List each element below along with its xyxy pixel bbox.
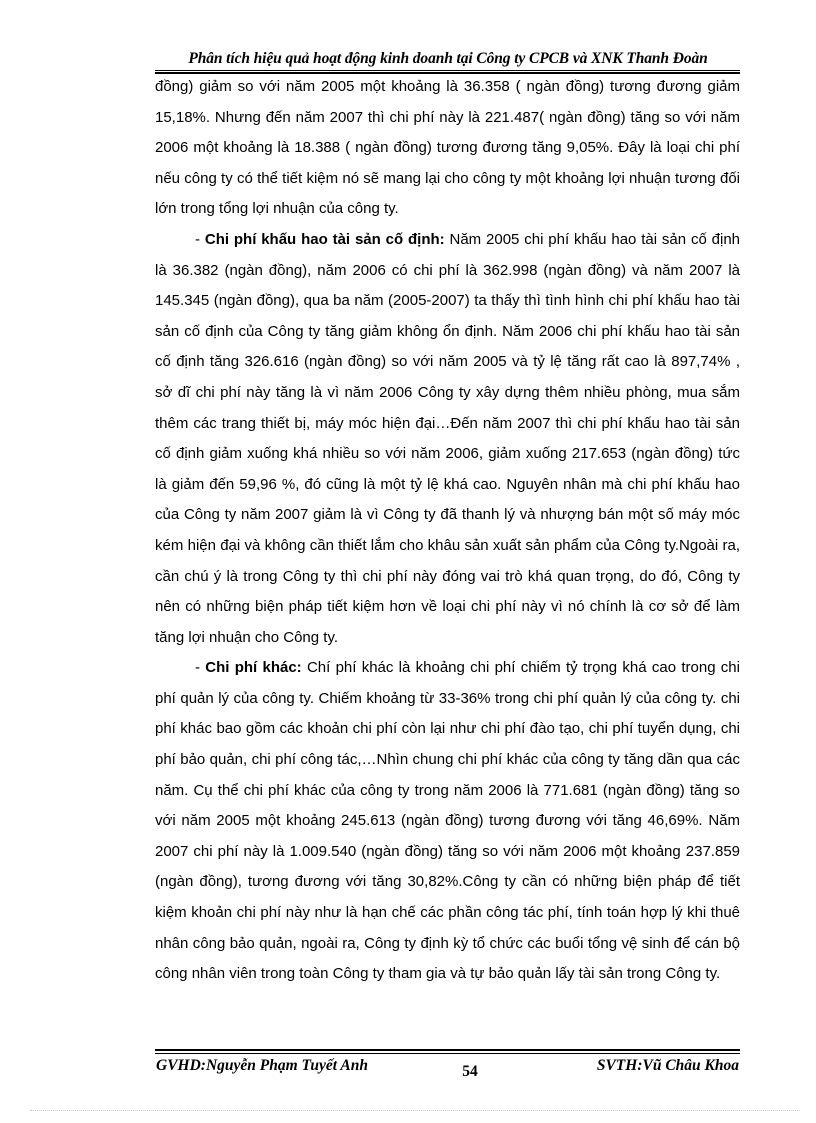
header-rule	[155, 70, 740, 71]
document-body	[155, 72, 740, 990]
other-cost-bullet: -	[195, 659, 206, 677]
footer-rule-thick	[155, 1049, 740, 1051]
depreciation-text: Năm 2005 chi phí khấu hao tài sản cố định là 36.382 (ngàn đồng), năm 2006 có chi phí là 362.998 (ngàn đồng) và năm 2007 là 145.345 (ngàn đồng), qua ba năm (2005-2007) ta thấy thì tình hình chi phí khấu hao tài sản cố định của Công ty tăng giảm không ổn định. Năm 2006 chi phí khấu hao tài sản cố định tăng 326.616 (ngàn đồng) so với năm 2005 và tỷ lệ tăng rất cao là 897,74% , sở dĩ chi phí này tăng là vì năm 2006 Công ty xây dựng thêm nhiều phòng, mua sắm thêm các trang thiết bị, máy móc hiện đại…Đến năm 2007 thì chi phí khấu hao tài sản cố định giảm xuống khá nhiều so với năm 2006, giảm xuống 217.653 (ngàn đồng) tức là giảm đến 59,96 %, đó cũng là một tỷ lệ khá cao. Nguyên nhân mà chi phí khấu hao của Công ty năm 2007 giảm là vì Công ty đã thanh lý và nhượng bán một số máy móc kém hiện đại và không cần thiết lắm cho khâu sản xuất sản phẩm của Công ty.Ngoài ra, cần chú ý là trong Công ty thì chi phí này đóng vai trò khá quan trọng, do đó, Công ty nên có những biện pháp tiết kiệm hơn về loại chi phí này vì nó chính là cơ sở để làm tăng lợi nhuận cho Công ty.	[155, 230, 741, 646]
footer-rule	[155, 1053, 740, 1054]
footer-instructor: GVHD:Nguyễn Phạm Tuyết Anh	[156, 1057, 368, 1074]
page-header-title: Phân tích hiệu quả hoạt động kinh doanh tại Công ty CPCB và XNK Thanh Đoàn	[188, 50, 708, 67]
depreciation-bullet: -	[195, 230, 205, 248]
depreciation-heading: Chi phí khấu hao tài sản cố định:	[204, 230, 445, 248]
footer-student: SVTH:Vũ Châu Khoa	[596, 1057, 739, 1074]
depreciation-paragraph	[155, 225, 740, 653]
other-cost-text: Chí phí khác là khoảng chi phí chiếm tỷ trọng khá cao trong chi phí quản lý của công ty. Chiếm khoảng từ 33-36% trong chi phí quản lý của công ty. chi phí khác bao gồm các khoản chi phí còn lại như chi phí đào tạo, chi phí tuyển dụng, chi phí bảo quản, chi phí công tác,…Nhìn chung chi phí khác của công ty tăng dần qua các năm. Cụ thể chi phí khác của công ty trong năm 2006 là 771.681 (ngàn đồng) tăng so với năm 2005 một khoảng 245.613 (ngàn đồng) tương đương với tăng 46,69%. Năm 2007 chi phí này là 1.009.540 (ngàn đồng) tăng so với năm 2006 một khoảng 237.859 (ngàn đồng), tương đương với tăng 30,82%.Công ty cần có những biện pháp để tiết kiệm khoản chi phí này như là hạn chế các phần công tác phí, tính toán hợp lý khi thuê nhân công bảo quản, ngoài ra, Công ty định kỳ tổ chức các buổi tổng vệ sinh để cán bộ công nhân viên trong toàn Công ty tham gia và tự bảo quản lấy tài sản trong Công ty.	[155, 659, 740, 983]
other-cost-heading: Chi phí khác:	[205, 659, 302, 677]
other-cost-paragraph	[155, 653, 740, 990]
page-bottom-edge	[30, 1110, 800, 1111]
intro-paragraph: đồng) giảm so với năm 2005 một khoảng là 36.358 ( ngàn đồng) tương đương giảm 15,18%. Nhưng đến năm 2007 thì chi phí này là 221.487( ngàn đồng) tăng so với năm 2006 một khoảng là 18.388 ( ngàn đồng) tương đương tăng 9,05%. Đây là loại chi phí nếu công ty có thể tiết kiệm nó sẽ mang lại cho công ty một khoảng lợi nhuận tương đối lớn trong tổng lợi nhuận của công ty.	[155, 78, 740, 218]
page-number: 54	[462, 1063, 478, 1080]
